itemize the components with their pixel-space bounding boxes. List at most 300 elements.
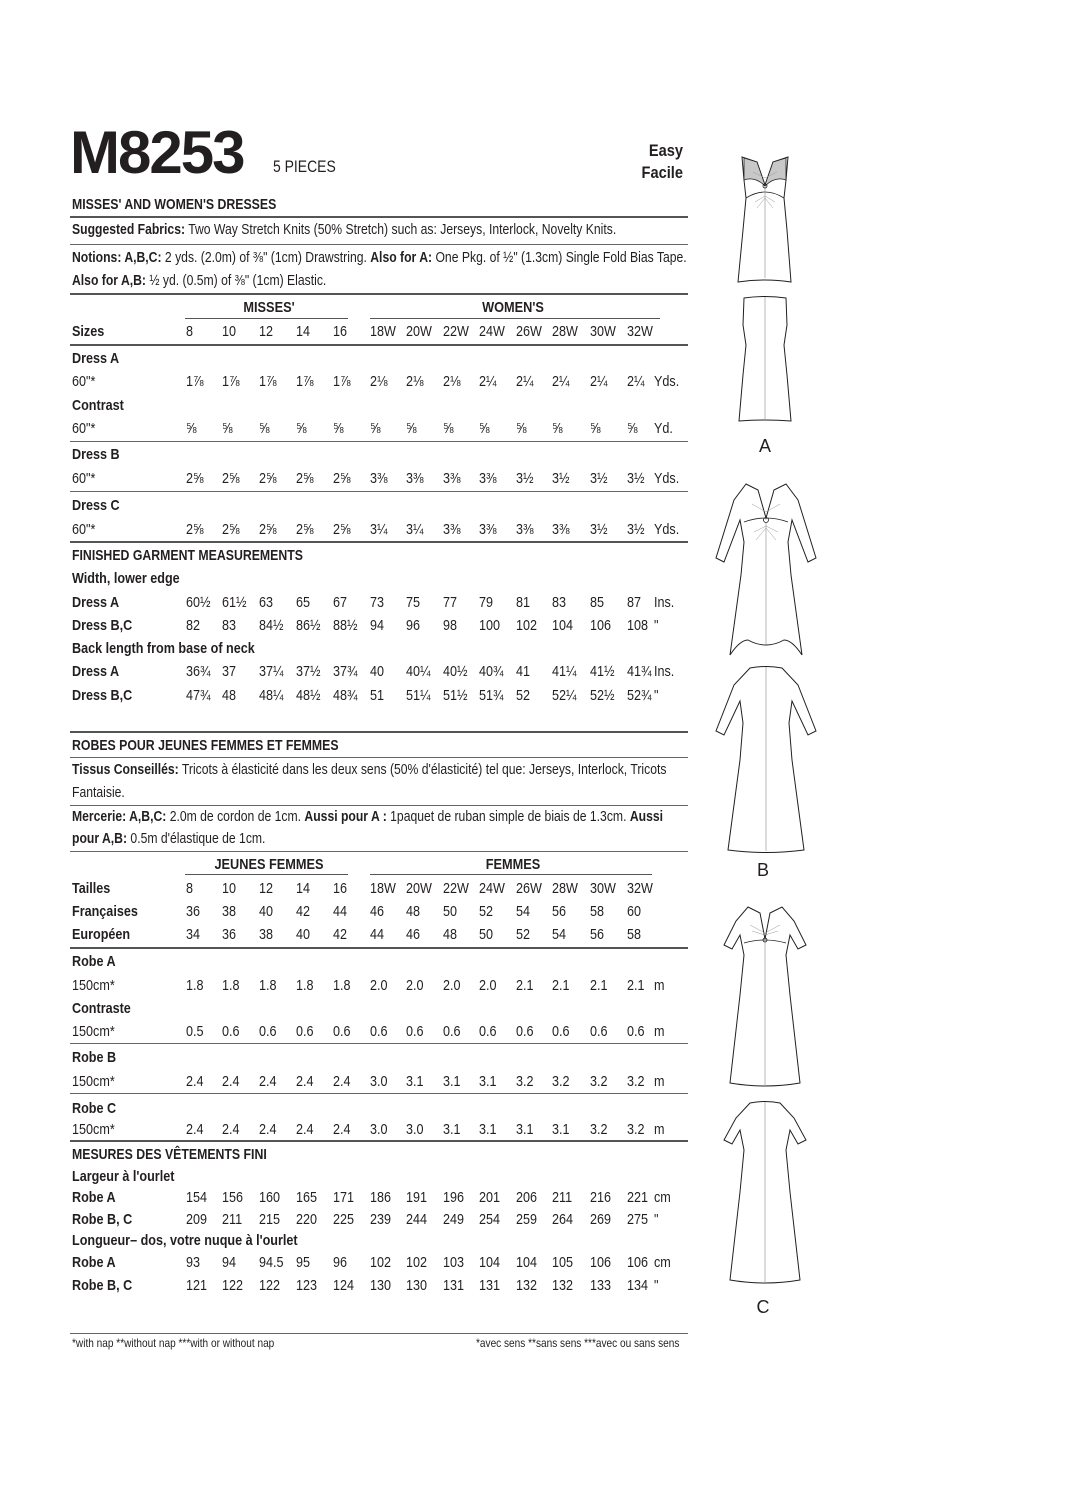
cell: 40¼ — [406, 663, 431, 680]
cell: 88½ — [333, 617, 358, 634]
cell: 14 — [296, 323, 311, 340]
cell: 77 — [443, 594, 458, 611]
yardage-row — [0, 521, 700, 541]
notions-ab — [72, 273, 326, 289]
width-row — [0, 1189, 700, 1209]
cell: 0.6 — [296, 1023, 314, 1040]
cell: 40½ — [443, 663, 468, 680]
cell: 3⅜ — [370, 470, 388, 487]
cell: 8 — [186, 880, 194, 897]
cell: 2.1 — [552, 977, 570, 994]
cell: 12 — [259, 880, 274, 897]
row-label: Robe A — [72, 1189, 116, 1206]
row-label: 150cm* — [72, 1073, 115, 1090]
cell: 3.2 — [516, 1073, 534, 1090]
divider — [70, 293, 688, 295]
cell: 73 — [370, 594, 385, 611]
cell: 2⅝ — [333, 521, 351, 538]
cell: 75 — [406, 594, 421, 611]
row-label: 60"* — [72, 373, 96, 390]
cell: 160 — [259, 1189, 281, 1206]
cell: 209 — [186, 1211, 208, 1228]
cell: 130 — [406, 1277, 428, 1294]
cell: 1.8 — [259, 977, 277, 994]
cell: ⅝ — [627, 420, 638, 437]
cell: 3⅜ — [552, 521, 570, 538]
yardage-heading — [0, 397, 700, 417]
cell: 0.6 — [222, 1023, 240, 1040]
divider — [70, 805, 688, 806]
cell: 269 — [590, 1211, 612, 1228]
view-c-label: C — [756, 1297, 770, 1317]
unit: " — [654, 617, 659, 634]
pieces-count: 5 PIECES — [273, 157, 336, 176]
cell: 40¾ — [479, 663, 504, 680]
group-women: WOMEN'S — [482, 299, 544, 316]
cell: 216 — [590, 1189, 612, 1206]
cell: 41 — [516, 663, 531, 680]
cell: 94.5 — [259, 1254, 284, 1271]
length-row — [0, 1254, 700, 1274]
cell: 0.6 — [516, 1023, 534, 1040]
cell: 132 — [516, 1277, 538, 1294]
cell: 100 — [479, 617, 501, 634]
divider — [70, 1043, 688, 1044]
unit: m — [654, 1073, 665, 1090]
cell: 102 — [370, 1254, 392, 1271]
yardage-row — [0, 1121, 700, 1141]
cell: 2⅛ — [370, 373, 388, 390]
unit: " — [654, 687, 659, 704]
yardage-heading — [0, 1100, 700, 1120]
cell: 104 — [479, 1254, 501, 1271]
notions-text: 2 yds. (2.0m) of ⅜" (1cm) Drawstring. — [161, 250, 371, 266]
cell: 3.1 — [443, 1073, 461, 1090]
cell: 3⅜ — [406, 470, 424, 487]
cell: 2.4 — [186, 1073, 204, 1090]
group-rule — [185, 874, 348, 875]
cell: 18W — [370, 880, 396, 897]
cell: 211 — [222, 1211, 243, 1228]
row-label: Robe B, C — [72, 1277, 133, 1294]
view-c-front-illustration — [720, 903, 810, 1088]
footnote-fr: *avec sens **sans sens ***avec ou sans sens — [476, 1336, 680, 1350]
view-c-back-illustration — [720, 1100, 810, 1285]
cell: 2.0 — [443, 977, 461, 994]
cell: 26W — [516, 323, 542, 340]
notions-a-text: One Pkg. of ½" (1.3cm) Single Fold Bias Tape. — [432, 250, 687, 266]
cell: 48 — [443, 926, 458, 943]
cell: ⅝ — [296, 420, 307, 437]
cell: 3½ — [590, 470, 608, 487]
cell: 121 — [186, 1277, 208, 1294]
cell: 52½ — [590, 687, 615, 704]
cell: 41¾ — [627, 663, 652, 680]
notions-a-label: Aussi pour A : — [304, 809, 387, 825]
cell: 2.0 — [370, 977, 388, 994]
cell: ⅝ — [516, 420, 527, 437]
notions-ab-text: ½ yd. (0.5m) of ⅜" (1cm) Elastic. — [145, 273, 327, 289]
cell: 0.6 — [406, 1023, 424, 1040]
cell: 32W — [627, 323, 653, 340]
cell: 34 — [186, 926, 201, 943]
cell: 94 — [222, 1254, 237, 1271]
cell: 16 — [333, 323, 348, 340]
cell: ⅝ — [186, 420, 197, 437]
fabrics-label: Tissus Conseillés: — [72, 762, 179, 778]
cell: 52 — [479, 903, 494, 920]
cell: 30W — [590, 880, 616, 897]
view-a-back-illustration — [735, 295, 795, 425]
cell: 1.8 — [296, 977, 314, 994]
cell: 54 — [552, 926, 567, 943]
divider — [70, 541, 688, 543]
row-label: Back length from base of neck — [72, 640, 255, 657]
cell: 1⅞ — [222, 373, 240, 390]
cell: ⅝ — [406, 420, 417, 437]
cell: 12 — [259, 323, 274, 340]
cell: 133 — [590, 1277, 612, 1294]
cell: 2.4 — [333, 1121, 351, 1138]
cell: 2.4 — [296, 1121, 314, 1138]
cell: 108 — [627, 617, 649, 634]
cell: 83 — [222, 617, 237, 634]
cell: 24W — [479, 880, 505, 897]
cell: 94 — [370, 617, 385, 634]
cell: 48 — [222, 687, 237, 704]
unit: " — [654, 1277, 659, 1294]
unit: cm — [654, 1189, 671, 1206]
cell: 48½ — [296, 687, 321, 704]
row-label: Dress A — [72, 663, 120, 680]
view-b-front-illustration — [712, 480, 820, 660]
row-label: Contraste — [72, 1000, 131, 1017]
cell: 41¼ — [552, 663, 577, 680]
cell: 130 — [370, 1277, 392, 1294]
cell: 196 — [443, 1189, 465, 1206]
divider — [70, 1093, 688, 1094]
unit: m — [654, 977, 665, 994]
width-row — [0, 617, 700, 637]
cell: 37 — [222, 663, 237, 680]
suggested-fabrics — [72, 222, 616, 238]
cell: ⅝ — [590, 420, 601, 437]
cell: 86½ — [296, 617, 321, 634]
row-label: Dress B,C — [72, 687, 133, 704]
row-label: Robe C — [72, 1100, 117, 1117]
divider — [70, 344, 688, 346]
unit: Yds. — [654, 521, 680, 538]
row-label: Sizes — [72, 323, 105, 340]
cell: 96 — [406, 617, 421, 634]
cell: 67 — [333, 594, 348, 611]
cell: 3⅜ — [479, 521, 497, 538]
row-label: 60"* — [72, 521, 96, 538]
cell: 28W — [552, 323, 578, 340]
tissus-conseilles-cont: Fantaisie. — [72, 785, 125, 801]
divider — [70, 731, 688, 733]
row-label: Width, lower edge — [72, 570, 180, 587]
cell: 60 — [627, 903, 642, 920]
cell: 3.2 — [627, 1073, 645, 1090]
cell: 0.6 — [479, 1023, 497, 1040]
cell: 3.1 — [443, 1121, 461, 1138]
cell: 20W — [406, 323, 432, 340]
cell: 87 — [627, 594, 642, 611]
notions-ab-label: Also for A,B: — [72, 273, 146, 289]
cell: 83 — [552, 594, 567, 611]
cell: 2.0 — [479, 977, 497, 994]
yardage-row — [0, 420, 700, 440]
cell: 102 — [406, 1254, 428, 1271]
cell: 47¾ — [186, 687, 211, 704]
cell: 2¼ — [590, 373, 608, 390]
yardage-row — [0, 470, 700, 490]
cell: 2⅝ — [296, 470, 314, 487]
footnote-en: *with nap **without nap ***with or without nap — [72, 1336, 275, 1350]
cell: 2⅝ — [186, 521, 204, 538]
cell: 132 — [552, 1277, 574, 1294]
length-row — [0, 663, 700, 683]
divider — [70, 244, 688, 245]
cell: 156 — [222, 1189, 244, 1206]
yardage-heading — [0, 1049, 700, 1069]
cell: 50 — [443, 903, 458, 920]
view-b-label: B — [756, 860, 769, 880]
cell: 215 — [259, 1211, 281, 1228]
cell: 122 — [259, 1277, 281, 1294]
difficulty-fr: Facile — [641, 163, 683, 182]
cell: 0.6 — [627, 1023, 645, 1040]
cell: 2⅝ — [296, 521, 314, 538]
cell: 85 — [590, 594, 605, 611]
row-label: Françaises — [72, 903, 138, 920]
cell: 26W — [516, 880, 542, 897]
size-row — [0, 926, 700, 946]
notions-ab-text: 0.5m d'élastique de 1cm. — [127, 831, 266, 847]
cell: 44 — [370, 926, 385, 943]
row-label: Dress B,C — [72, 617, 133, 634]
row-label: 60"* — [72, 470, 96, 487]
cell: 1⅞ — [333, 373, 351, 390]
cell: 0.6 — [590, 1023, 608, 1040]
mercerie-cont — [72, 831, 265, 847]
tissus-conseilles — [72, 762, 666, 778]
row-label: Dress C — [72, 497, 120, 514]
cell: 22W — [443, 880, 469, 897]
unit: cm — [654, 1254, 671, 1271]
row-label: 150cm* — [72, 1121, 115, 1138]
cell: 2.1 — [627, 977, 645, 994]
row-label: Largeur à l'ourlet — [72, 1168, 175, 1185]
group-femmes: FEMMES — [485, 856, 541, 873]
yardage-heading — [0, 350, 700, 370]
cell: 3.2 — [590, 1073, 608, 1090]
cell: 10 — [222, 323, 237, 340]
row-label: 150cm* — [72, 977, 115, 994]
pattern-number: M8253 — [70, 119, 244, 186]
cell: 264 — [552, 1211, 574, 1228]
yardage-row — [0, 373, 700, 393]
cell: 3.1 — [406, 1073, 424, 1090]
cell: 65 — [296, 594, 311, 611]
cell: 51¼ — [406, 687, 431, 704]
divider — [70, 1333, 688, 1334]
unit: Ins. — [654, 663, 675, 680]
row-label: Robe B — [72, 1049, 117, 1066]
cell: 1⅞ — [186, 373, 204, 390]
difficulty — [612, 140, 683, 184]
cell: 50 — [479, 926, 494, 943]
cell: 2.1 — [516, 977, 534, 994]
cell: 3⅜ — [443, 521, 461, 538]
cell: 2¼ — [627, 373, 645, 390]
cell: 0.6 — [259, 1023, 277, 1040]
cell: 95 — [296, 1254, 311, 1271]
row-label: Dress A — [72, 594, 120, 611]
unit: m — [654, 1121, 665, 1138]
cell: 93 — [186, 1254, 201, 1271]
cell: 36 — [222, 926, 237, 943]
cell: 2.0 — [406, 977, 424, 994]
cell: 2.4 — [222, 1121, 240, 1138]
cell: 60½ — [186, 594, 211, 611]
cell: 48¾ — [333, 687, 358, 704]
cell: 42 — [296, 903, 311, 920]
mercerie — [72, 809, 663, 825]
cell: 54 — [516, 903, 531, 920]
cell: 123 — [296, 1277, 318, 1294]
unit: Yds. — [654, 470, 680, 487]
cell: 3¼ — [370, 521, 388, 538]
row-label: Robe A — [72, 953, 116, 970]
cell: 3.1 — [479, 1073, 497, 1090]
view-a-front-illustration — [735, 150, 795, 285]
cell: 3.0 — [406, 1121, 424, 1138]
divider — [70, 851, 688, 852]
row-label: Robe A — [72, 1254, 116, 1271]
size-row — [0, 903, 700, 923]
cell: 259 — [516, 1211, 538, 1228]
width-label — [0, 570, 700, 590]
cell: ⅝ — [259, 420, 270, 437]
cell: 81 — [516, 594, 531, 611]
length-label — [0, 640, 700, 660]
unit: Ins. — [654, 594, 675, 611]
fabrics-text: Two Way Stretch Knits (50% Stretch) such as: Jerseys, Interlock, Novelty Knits. — [185, 222, 617, 238]
cell: 3⅜ — [479, 470, 497, 487]
yardage-heading — [0, 1000, 700, 1020]
yardage-heading — [0, 953, 700, 973]
cell: 52 — [516, 687, 531, 704]
cell: 2.4 — [186, 1121, 204, 1138]
cell: 239 — [370, 1211, 392, 1228]
difficulty-en: Easy — [648, 141, 683, 160]
cell: 40 — [259, 903, 274, 920]
row-label: 60"* — [72, 420, 96, 437]
size-row — [0, 880, 700, 900]
cell: 36 — [186, 903, 201, 920]
cell: 254 — [479, 1211, 501, 1228]
fabrics-label: Suggested Fabrics: — [72, 222, 186, 238]
cell: 41½ — [590, 663, 615, 680]
cell: 2.4 — [333, 1073, 351, 1090]
cell: 104 — [552, 617, 574, 634]
group-rule — [370, 318, 660, 319]
cell: 63 — [259, 594, 274, 611]
cell: 3½ — [516, 470, 534, 487]
cell: 46 — [406, 926, 421, 943]
cell: 16 — [333, 880, 348, 897]
cell: 2⅝ — [259, 470, 277, 487]
cell: 44 — [333, 903, 348, 920]
cell: 2⅝ — [186, 470, 204, 487]
cell: 191 — [406, 1189, 428, 1206]
cell: 3½ — [627, 470, 645, 487]
cell: 51¾ — [479, 687, 504, 704]
cell: ⅝ — [552, 420, 563, 437]
cell: 51½ — [443, 687, 468, 704]
width-label — [0, 1168, 700, 1188]
cell: 32W — [627, 880, 653, 897]
cell: 20W — [406, 880, 432, 897]
row-label: Dress A — [72, 350, 120, 367]
cell: 3.0 — [370, 1121, 388, 1138]
cell: 40 — [370, 663, 385, 680]
cell: 3.2 — [590, 1121, 608, 1138]
cell: 37½ — [296, 663, 321, 680]
cell: 52¾ — [627, 687, 652, 704]
cell: 56 — [590, 926, 605, 943]
cell: 122 — [222, 1277, 244, 1294]
row-label: Tailles — [72, 880, 111, 897]
cell: 24W — [479, 323, 505, 340]
cell: 52 — [516, 926, 531, 943]
cell: 3½ — [552, 470, 570, 487]
divider — [70, 441, 688, 442]
cell: 2¼ — [552, 373, 570, 390]
notions-text: 2.0m de cordon de 1cm. — [166, 809, 305, 825]
cell: 3.1 — [516, 1121, 534, 1138]
cell: ⅝ — [479, 420, 490, 437]
group-jeunes-femmes: JEUNES FEMMES — [214, 856, 324, 873]
french-title: ROBES POUR JEUNES FEMMES ET FEMMES — [72, 737, 339, 754]
cell: 106 — [590, 617, 612, 634]
cell: 2⅛ — [443, 373, 461, 390]
cell: 10 — [222, 880, 237, 897]
cell: 30W — [590, 323, 616, 340]
cell: 2.4 — [222, 1073, 240, 1090]
view-a-label: A — [758, 436, 771, 456]
unit: Yd. — [654, 420, 673, 437]
cell: 51 — [370, 687, 385, 704]
yardage-row — [0, 1023, 700, 1043]
cell: 3½ — [590, 521, 608, 538]
cell: 82 — [186, 617, 201, 634]
unit: m — [654, 1023, 665, 1040]
cell: 1.8 — [222, 977, 240, 994]
cell: 131 — [479, 1277, 501, 1294]
cell: 28W — [552, 880, 578, 897]
cell: 3.1 — [479, 1121, 497, 1138]
cell: 38 — [259, 926, 274, 943]
notions-ab-label: Aussi — [629, 809, 664, 825]
cell: 104 — [516, 1254, 538, 1271]
cell: 2⅝ — [222, 521, 240, 538]
cell: 0.6 — [333, 1023, 351, 1040]
cell: 275 — [627, 1211, 649, 1228]
cell: ⅝ — [333, 420, 344, 437]
